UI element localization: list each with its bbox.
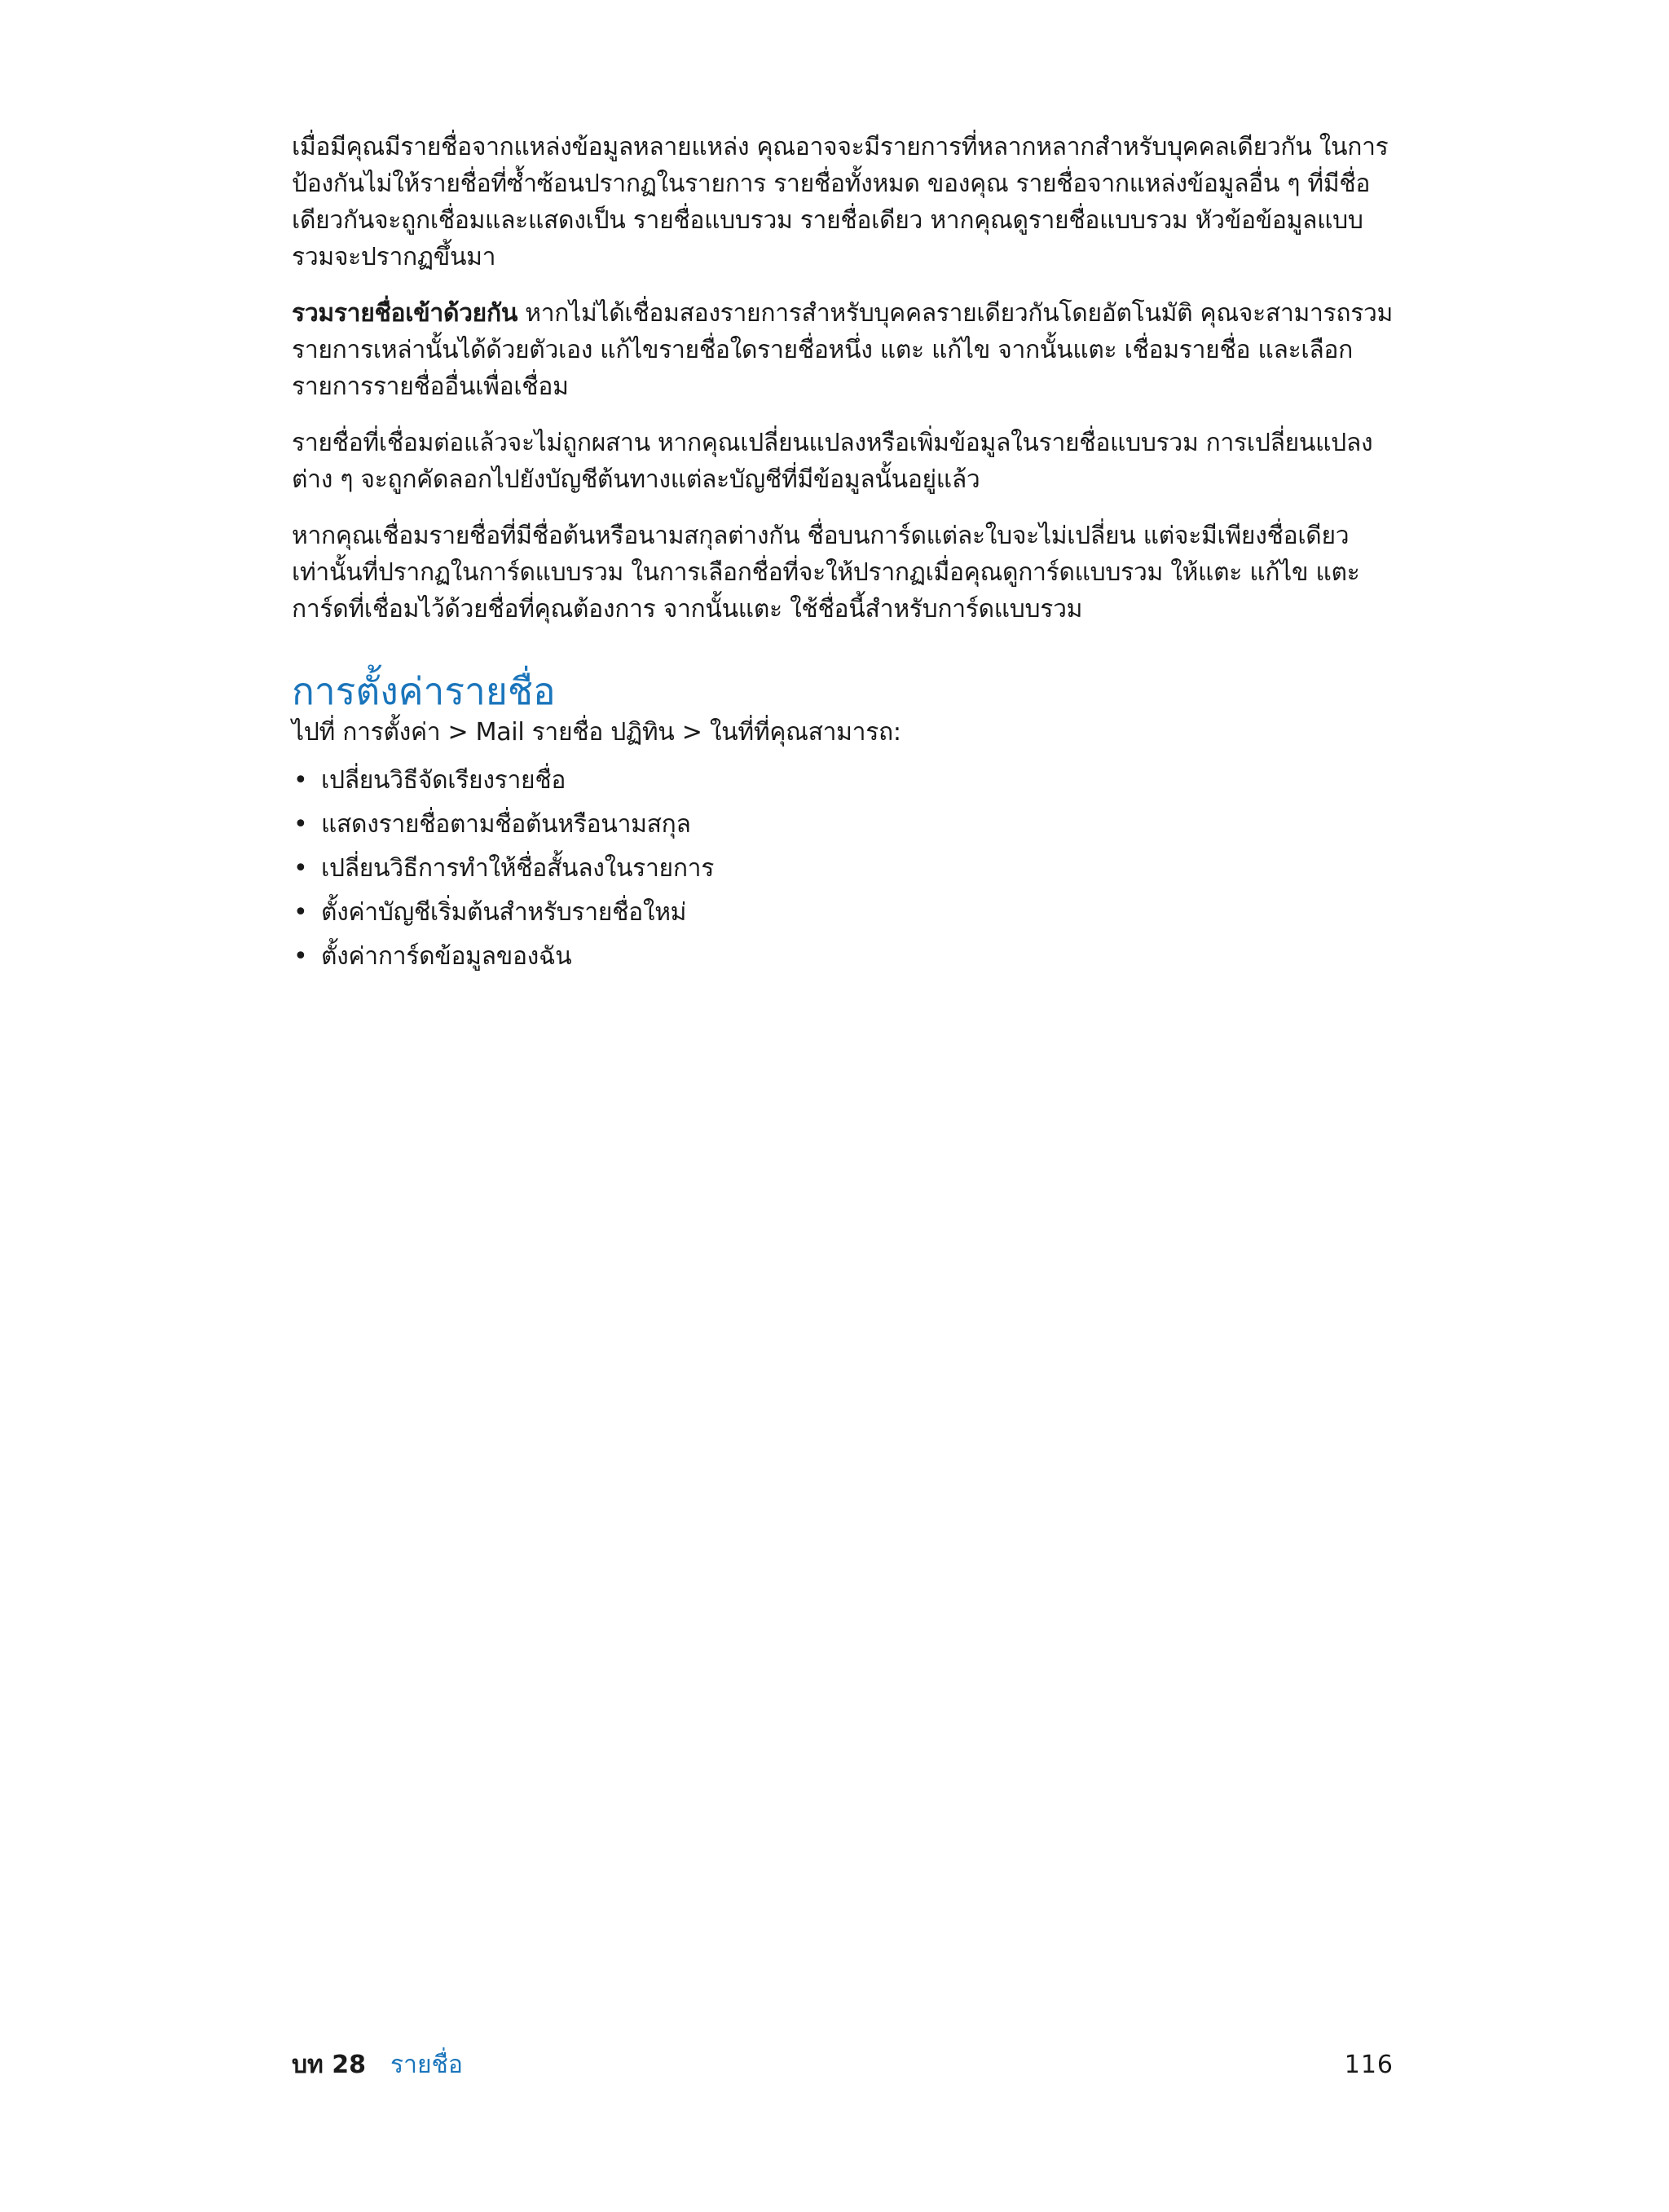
paragraph-lead-term: รวมรายชื่อเข้าด้วยกัน	[292, 299, 518, 328]
list-item-text: เปลี่ยนวิธีจัดเรียงรายชื่อ	[321, 766, 566, 795]
bullet-icon: •	[293, 942, 308, 971]
list-item	[292, 759, 1394, 803]
bullet-icon: •	[293, 810, 308, 839]
chapter-number: บท 28	[292, 2051, 367, 2079]
paragraph-link-contacts	[292, 295, 1394, 405]
settings-list	[292, 759, 1394, 979]
section-heading: การตั้งค่ารายชื่อ	[292, 669, 556, 713]
paragraph-linked-not-merged: รายชื่อที่เชื่อมต่อแล้วจะไม่ถูกผสาน หากคุณเปลี่ยนแปลงหรือเพิ่มข้อมูลในรายชื่อแบบรวม การเปลี่ยนแปลงต่าง ๆ จะถูกคัดลอกไปยังบัญชีต้นทางแต่ละบัญชีที่มีข้อมูลนั้นอยู่แล้ว	[292, 429, 1373, 494]
bullet-icon: •	[293, 898, 308, 927]
list-item-text: แสดงรายชื่อตามชื่อต้นหรือนามสกุล	[321, 810, 691, 839]
list-item-text: ตั้งค่าการ์ดข้อมูลของฉัน	[321, 942, 572, 971]
list-item	[292, 847, 1394, 891]
list-item-text: ตั้งค่าบัญชีเริ่มต้นสำหรับรายชื่อใหม่	[321, 898, 687, 927]
list-item	[292, 803, 1394, 847]
page-number: 116	[1344, 2051, 1394, 2079]
bullet-icon: •	[293, 854, 308, 883]
chapter-title-link[interactable]: รายชื่อ	[390, 2051, 463, 2079]
bullet-icon: •	[293, 766, 308, 795]
page-content	[292, 129, 1394, 979]
paragraph-different-names: หากคุณเชื่อมรายชื่อที่มีชื่อต้นหรือนามสกุลต่างกัน ชื่อบนการ์ดแต่ละใบจะไม่เปลี่ยน แต่จะมีเพียงชื่อเดียวเท่านั้นที่ปรากฏในการ์ดแบบรวม ในการเลือกชื่อที่จะให้ปรากฏเมื่อคุณดูการ์ดแบบรวม ให้แตะ แก้ไข แตะการ์ดที่เชื่อมไว้ด้วยชื่อที่คุณต้องการ จากนั้นแตะ ใช้ชื่อนี้สำหรับการ์ดแบบรวม	[292, 522, 1360, 624]
list-item-text: เปลี่ยนวิธีการทำให้ชื่อสั้นลงในรายการ	[321, 854, 715, 883]
list-item	[292, 935, 1394, 979]
paragraph-link-contacts-body: หากไม่ได้เชื่อมสองรายการสำหรับบุคคลรายเดียวกันโดยอัตโนมัติ คุณจะสามารถรวมรายการเหล่านั้นได้ด้วยตัวเอง แก้ไขรายชื่อใดรายชื่อหนึ่ง แตะ แก้ไข จากนั้นแตะ เชื่อมรายชื่อ และเลือกรายการรายชื่ออื่นเพื่อเชื่อม	[292, 299, 1394, 401]
list-item	[292, 891, 1394, 935]
section-intro: ไปที่ การตั้งค่า > Mail รายชื่อ ปฏิทิน > ในที่ที่คุณสามารถ:	[292, 718, 901, 747]
page-footer	[292, 2047, 1394, 2083]
paragraph-unified-contacts: เมื่อมีคุณมีรายชื่อจากแหล่งข้อมูลหลายแหล่ง คุณอาจจะมีรายการที่หลากหลากสำหรับบุคคลเดียวกัน ในการป้องกันไม่ให้รายชื่อที่ซ้ำซ้อนปรากฏในรายการ รายชื่อทั้งหมด ของคุณ รายชื่อจากแหล่งข้อมูลอื่น ๆ ที่มีชื่อเดียวกันจะถูกเชื่อมและแสดงเป็น รายชื่อแบบรวม รายชื่อเดียว หากคุณดูรายชื่อแบบรวม หัวข้อข้อมูลแบบรวมจะปรากฏขึ้นมา	[292, 133, 1389, 271]
